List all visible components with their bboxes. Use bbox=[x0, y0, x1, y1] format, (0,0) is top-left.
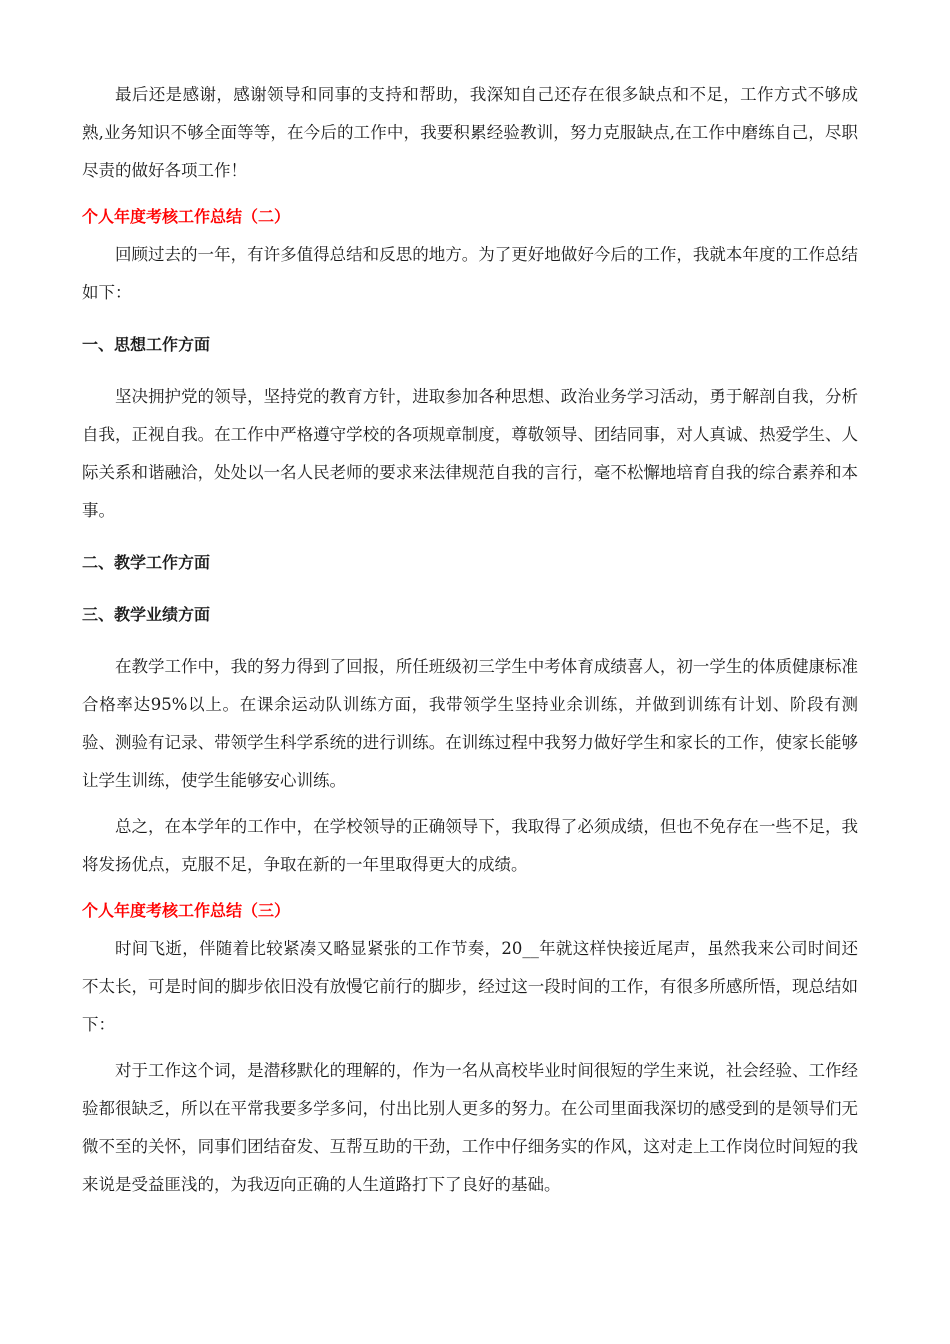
spacer bbox=[82, 1044, 858, 1052]
paragraph-body-3: 对于工作这个词，是潜移默化的理解的，作为一名从高校毕业时间很短的学生来说，社会经验、工作经验都很缺乏，所以在平常我要多学多问，付出比别人更多的努力。在公司里面我深切的感受到的是领导们无微不至的关怀，同事们团结奋发、互帮互助的干劲，工作中仔细务实的作风，这对走上工作岗位时间短的我来说是受益匪浅的，为我迈向正确的人生道路打下了良好的基础。 bbox=[82, 1061, 858, 1194]
spacer bbox=[82, 364, 858, 378]
paragraph-summary-2: 总之，在本学年的工作中，在学校领导的正确领导下，我取得了必须成绩，但也不免存在一些不足，我将发扬优点，克服不足，争取在新的一年里取得更大的成绩。 bbox=[82, 817, 858, 874]
section-heading-summary-2: 个人年度考核工作总结（二） bbox=[82, 207, 291, 226]
spacer bbox=[82, 530, 858, 544]
paragraph-ideology: 坚决拥护党的领导，坚持党的教育方针，进取参加各种思想、政治业务学习活动，勇于解剖自我，分析自我，正视自我。在工作中严格遵守学校的各项规章制度，尊敬领导、团结同事，对人真诚、热爱学生、人际关系和谐融洽，处处以一名人民老师的要求来法律规范自我的言行，毫不松懈地培育自我的综合素养和本事。 bbox=[82, 387, 858, 520]
paragraph-closing-thanks: 最后还是感谢，感谢领导和同事的支持和帮助，我深知自己还存在很多缺点和不足，工作方式不够成熟,业务知识不够全面等等，在今后的工作中，我要积累经验教训，努力克服缺点,在工作中磨练自己，尽职尽责的做好各项工作！ bbox=[82, 85, 858, 180]
subheading-teaching-results: 三、教学业绩方面 bbox=[82, 605, 211, 624]
spacer bbox=[82, 800, 858, 808]
paragraph-intro-3: 时间飞逝，伴随着比较紧凑又略显紧张的工作节奏，20__年就这样快接近尾声，虽然我来公司时间还不太长，可是时间的脚步依旧没有放慢它前行的脚步，经过这一段时间的工作，有很多所感所悟，现总结如下： bbox=[82, 939, 858, 1034]
section-heading-summary-3: 个人年度考核工作总结（三） bbox=[82, 901, 291, 920]
paragraph-intro-2: 回顾过去的一年，有许多值得总结和反思的地方。为了更好地做好今后的工作，我就本年度的工作总结如下： bbox=[82, 245, 858, 302]
subheading-ideology: 一、思想工作方面 bbox=[82, 335, 211, 354]
spacer bbox=[82, 190, 858, 198]
spacer bbox=[82, 634, 858, 648]
paragraph-teaching-results: 在教学工作中，我的努力得到了回报，所任班级初三学生中考体育成绩喜人，初一学生的体质健康标准合格率达95%以上。在课余运动队训练方面，我带领学生坚持业余训练，并做到训练有计划、阶段有测验、测验有记录、带领学生科学系统的进行训练。在训练过程中我努力做好学生和家长的工作，使家长能够让学生训练，使学生能够安心训练。 bbox=[82, 657, 858, 790]
spacer bbox=[82, 312, 858, 326]
spacer bbox=[82, 582, 858, 596]
document-page bbox=[82, 76, 858, 1204]
spacer bbox=[82, 884, 858, 892]
subheading-teaching-work: 二、教学工作方面 bbox=[82, 553, 211, 572]
